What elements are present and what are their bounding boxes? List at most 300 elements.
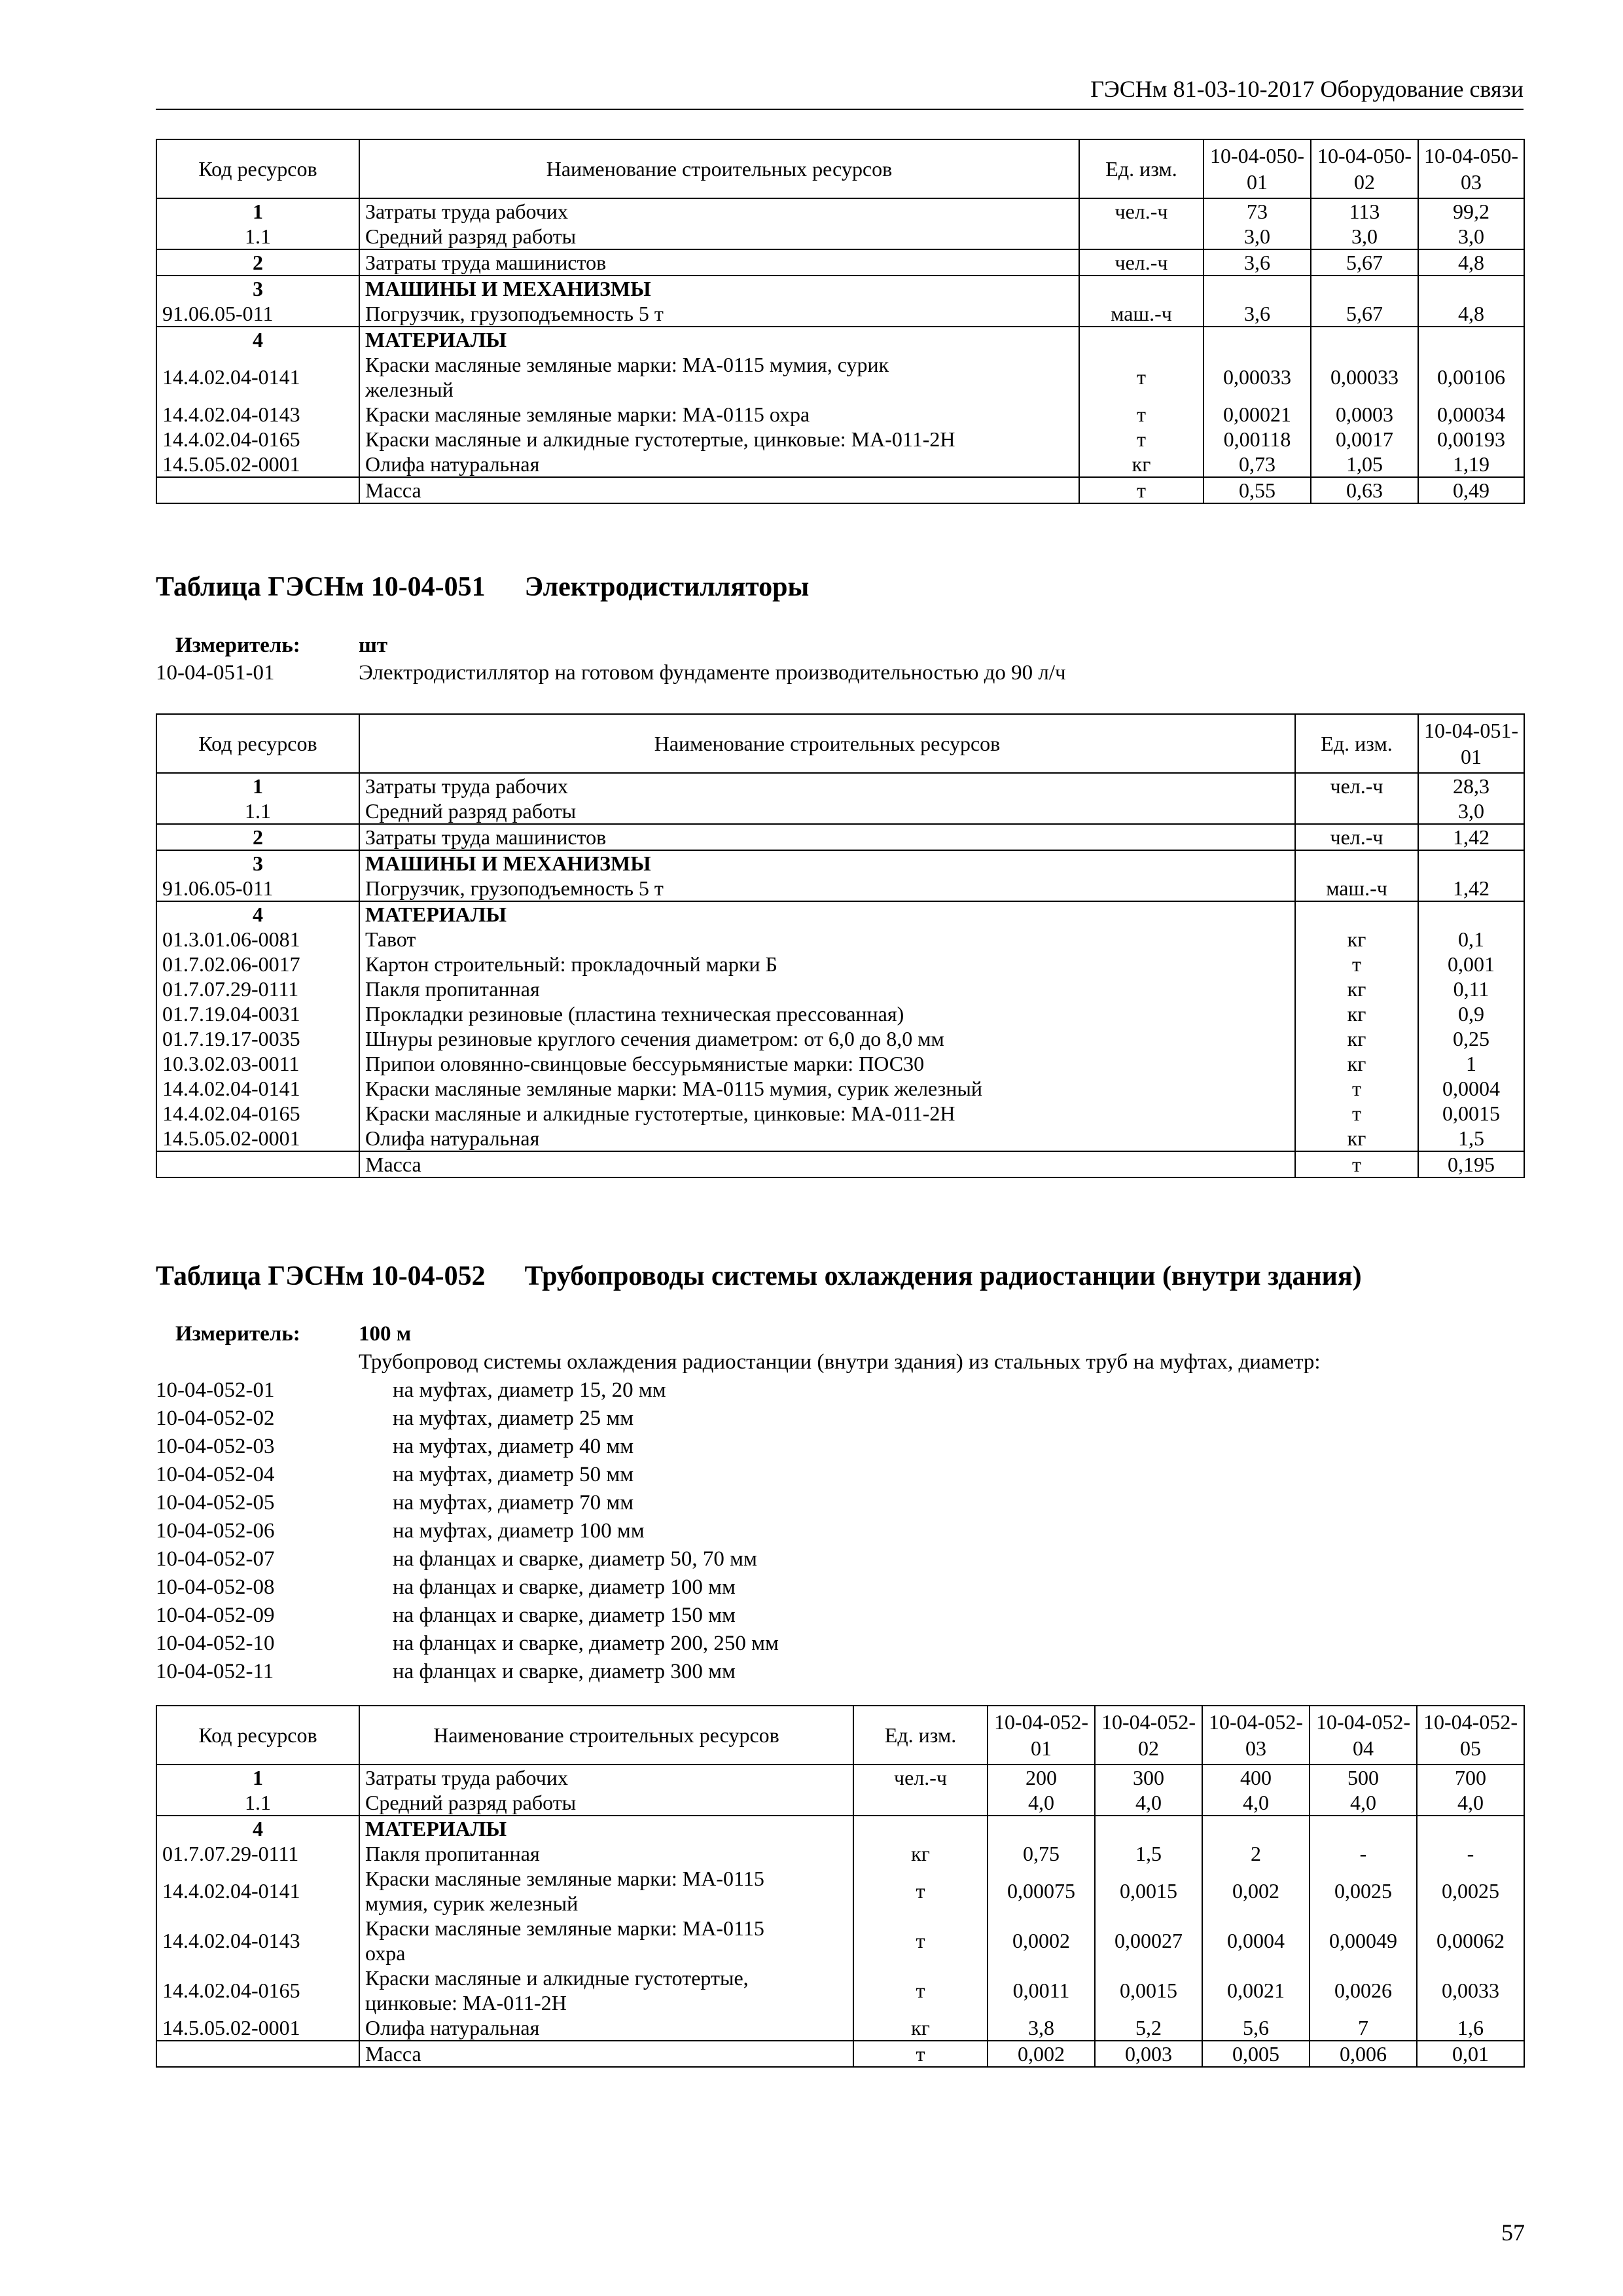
table-label: Таблица ГЭСНм 10-04-051 <box>156 572 486 602</box>
resource-name <box>359 1026 1295 1051</box>
table-row <box>156 224 1524 249</box>
resource-name-continued: мумия, сурик железный <box>365 1892 579 1915</box>
norm-value: 0,002 <box>1202 1866 1310 1916</box>
resource-name-text: Краски масляные земляные марки: МА-0115 <box>365 1916 764 1940</box>
resource-code: 14.5.05.02-0001 <box>156 2015 359 2041</box>
table-row <box>156 301 1524 327</box>
norm-value <box>1418 327 1524 352</box>
resource-name-text: Затраты труда машинистов <box>365 825 607 849</box>
resource-code: 4 <box>156 327 359 352</box>
col-header-unit: Ед. изм. <box>1295 714 1418 773</box>
table-row <box>156 1866 1524 1916</box>
resource-name <box>359 1101 1295 1126</box>
norm-value: 3,0 <box>1311 224 1418 249</box>
resource-code: 91.06.05-011 <box>156 876 359 901</box>
norm-value: 0,00033 <box>1204 352 1311 402</box>
norm-value: 0,0015 <box>1095 1965 1202 2015</box>
norm-value: 99,2 <box>1418 198 1524 224</box>
norm-value: 0,00118 <box>1204 427 1311 452</box>
unit-of-measure: кг <box>853 2015 988 2041</box>
norm-value: 73 <box>1204 198 1311 224</box>
unit-of-measure: кг <box>1079 452 1204 477</box>
unit-of-measure <box>1079 224 1204 249</box>
norm-value <box>988 1816 1095 1841</box>
resource-name-text: Пакля пропитанная <box>365 1842 540 1865</box>
norm-value: 0,0004 <box>1418 1076 1524 1101</box>
measure-label: Измеритель: <box>175 634 300 657</box>
unit-of-measure: т <box>1295 1151 1418 1177</box>
norm-code: 10-04-052-06 <box>156 1519 275 1543</box>
col-header-code: Код ресурсов <box>156 714 359 773</box>
norm-value: 200 <box>988 1765 1095 1790</box>
resource-name-continued: охра <box>365 1941 406 1965</box>
resource-code: 14.4.02.04-0141 <box>156 1866 359 1916</box>
table-row <box>156 977 1524 1001</box>
resource-code: 4 <box>156 1816 359 1841</box>
resource-code: 1 <box>156 198 359 224</box>
norm-value <box>1311 327 1418 352</box>
norm-value: 300 <box>1095 1765 1202 1790</box>
norm-value: 0,73 <box>1204 452 1311 477</box>
resource-code: 14.5.05.02-0001 <box>156 1126 359 1151</box>
resource-code <box>156 2041 359 2067</box>
resource-name-text: Олифа натуральная <box>365 1126 540 1150</box>
norm-value: 4,0 <box>1095 1790 1202 1816</box>
norm-description: на муфтах, диаметр 70 мм <box>393 1491 634 1515</box>
norm-value: 0,001 <box>1418 952 1524 977</box>
resource-code: 14.4.02.04-0141 <box>156 352 359 402</box>
unit-of-measure: чел.-ч <box>1295 824 1418 850</box>
norm-value: 0,0003 <box>1311 402 1418 427</box>
unit-of-measure: кг <box>1295 977 1418 1001</box>
resource-code: 14.4.02.04-0165 <box>156 1965 359 2015</box>
col-header-unit: Ед. изм. <box>1079 139 1204 198</box>
table-row <box>156 773 1524 798</box>
resource-name <box>359 1765 853 1790</box>
norm-code: 10-04-052-10 <box>156 1632 275 1655</box>
unit-of-measure: т <box>1295 1076 1418 1101</box>
unit-of-measure: т <box>1079 352 1204 402</box>
resource-name-text: Средний разряд работы <box>365 1791 577 1814</box>
norm-value: 0,25 <box>1418 1026 1524 1051</box>
norm-value: 0,55 <box>1204 477 1311 503</box>
page-number: 57 <box>1501 2219 1525 2246</box>
table-row <box>156 1126 1524 1151</box>
norm-value: 0,00193 <box>1418 427 1524 452</box>
measure-value: 100 м <box>359 1322 412 1346</box>
norm-value: 0,00033 <box>1311 352 1418 402</box>
table-row <box>156 850 1524 876</box>
norm-value <box>1311 276 1418 301</box>
norm-value <box>1095 1816 1202 1841</box>
resource-name-text: МАТЕРИАЛЫ <box>365 1817 507 1840</box>
table-row <box>156 1916 1524 1965</box>
norm-value: 3,6 <box>1204 249 1311 276</box>
resource-name-text: МАТЕРИАЛЫ <box>365 903 507 926</box>
norm-value: 0,0004 <box>1202 1916 1310 1965</box>
norm-value: 0,0021 <box>1202 1965 1310 2015</box>
unit-of-measure: маш.-ч <box>1295 876 1418 901</box>
resource-name-text: Средний разряд работы <box>365 799 577 823</box>
unit-of-measure <box>1295 798 1418 824</box>
table-row <box>156 901 1524 927</box>
resource-name <box>359 301 1079 327</box>
unit-of-measure: т <box>1079 427 1204 452</box>
norm-value: 3,0 <box>1418 798 1524 824</box>
table-title-10-04-052 <box>156 1260 1362 1293</box>
norm-value <box>1202 1816 1310 1841</box>
norm-value: 3,0 <box>1418 224 1524 249</box>
resources-table-10-04-050 <box>156 139 1525 504</box>
unit-of-measure: чел.-ч <box>853 1765 988 1790</box>
table-row <box>156 276 1524 301</box>
unit-of-measure: т <box>853 1916 988 1965</box>
norm-intro: Трубопровод системы охлаждения радиостанции (внутри здания) из стальных труб на муфтах, диаметр: <box>359 1350 1321 1374</box>
col-header-norm: 10-04-052-05 <box>1417 1706 1524 1765</box>
resource-name <box>359 352 1079 402</box>
resource-name-text: Краски масляные земляные марки: МА-0115 <box>365 1867 764 1890</box>
norm-value <box>1310 1816 1417 1841</box>
col-header-code: Код ресурсов <box>156 139 359 198</box>
norm-value: 0,75 <box>988 1841 1095 1866</box>
measure-label: Измеритель: <box>175 1322 300 1346</box>
col-header-norm: 10-04-052-03 <box>1202 1706 1310 1765</box>
unit-of-measure <box>1295 901 1418 927</box>
resource-code: 3 <box>156 276 359 301</box>
norm-code: 10-04-051-01 <box>156 661 275 685</box>
resource-name <box>359 1151 1295 1177</box>
unit-of-measure: т <box>1295 952 1418 977</box>
resource-code: 1 <box>156 1765 359 1790</box>
norm-value: 0,00049 <box>1310 1916 1417 1965</box>
norm-value: - <box>1310 1841 1417 1866</box>
resource-code: 14.4.02.04-0141 <box>156 1076 359 1101</box>
norm-value: 0,0025 <box>1310 1866 1417 1916</box>
col-header-norm: 10-04-052-04 <box>1310 1706 1417 1765</box>
unit-of-measure <box>853 1816 988 1841</box>
resource-name <box>359 1916 853 1965</box>
unit-of-measure <box>1079 327 1204 352</box>
unit-of-measure: т <box>1295 1101 1418 1126</box>
norm-description: на муфтах, диаметр 15, 20 мм <box>393 1378 666 1402</box>
resource-name <box>359 901 1295 927</box>
resource-name <box>359 850 1295 876</box>
resource-name-text: Пакля пропитанная <box>365 977 540 1001</box>
resource-name <box>359 1001 1295 1026</box>
page-header <box>156 72 1524 110</box>
norm-value: 1,5 <box>1095 1841 1202 1866</box>
resource-name <box>359 1841 853 1866</box>
resource-name-continued: цинковые: МА-011-2Н <box>365 1991 567 2015</box>
resource-name <box>359 2015 853 2041</box>
norm-value: 0,11 <box>1418 977 1524 1001</box>
resource-name-text: Затраты труда машинистов <box>365 251 607 274</box>
norm-value: 500 <box>1310 1765 1417 1790</box>
resource-name <box>359 198 1079 224</box>
table-row <box>156 1790 1524 1816</box>
norm-value: 0,0033 <box>1417 1965 1524 2015</box>
norm-value: 3,0 <box>1204 224 1311 249</box>
resource-name-text: Масса <box>365 2042 421 2066</box>
norm-value <box>1418 850 1524 876</box>
norm-code: 10-04-052-04 <box>156 1463 275 1486</box>
resource-name-text: МАШИНЫ И МЕХАНИЗМЫ <box>365 277 651 300</box>
resource-code: 01.7.07.29-0111 <box>156 1841 359 1866</box>
norm-value: 0,9 <box>1418 1001 1524 1026</box>
col-header-norm: 10-04-051-01 <box>1418 714 1524 773</box>
norm-description: на муфтах, диаметр 25 мм <box>393 1407 634 1430</box>
norm-value <box>1417 1816 1524 1841</box>
norm-value: 0,00021 <box>1204 402 1311 427</box>
norm-value: 1,42 <box>1418 876 1524 901</box>
resource-name-text: Краски масляные земляные марки: МА-0115 мумия, сурик железный <box>365 1077 983 1100</box>
table-row <box>156 1026 1524 1051</box>
table-name: Электродистилляторы <box>524 572 810 602</box>
resource-name <box>359 1866 853 1916</box>
norm-code: 10-04-052-09 <box>156 1604 275 1627</box>
norm-value: 1,5 <box>1418 1126 1524 1151</box>
table-row <box>156 427 1524 452</box>
table-row <box>156 927 1524 952</box>
unit-of-measure: чел.-ч <box>1079 198 1204 224</box>
resources-table-10-04-052 <box>156 1705 1525 2068</box>
resource-code: 01.7.02.06-0017 <box>156 952 359 977</box>
norm-value: 5,67 <box>1311 301 1418 327</box>
norm-value: 113 <box>1311 198 1418 224</box>
table-row <box>156 352 1524 402</box>
resource-name-text: Масса <box>365 1153 421 1176</box>
col-header-name: Наименование строительных ресурсов <box>359 139 1079 198</box>
resource-code: 91.06.05-011 <box>156 301 359 327</box>
norm-value <box>1418 276 1524 301</box>
unit-of-measure: чел.-ч <box>1295 773 1418 798</box>
resource-code: 1.1 <box>156 224 359 249</box>
norm-code: 10-04-052-08 <box>156 1575 275 1599</box>
norm-description: Электродистиллятор на готовом фундаменте производительностью до 90 л/ч <box>359 661 1066 685</box>
table-row <box>156 1151 1524 1177</box>
resource-code: 14.5.05.02-0001 <box>156 452 359 477</box>
table-row <box>156 798 1524 824</box>
resource-code: 01.3.01.06-0081 <box>156 927 359 952</box>
unit-of-measure <box>1295 850 1418 876</box>
norm-description: на фланцах и сварке, диаметр 200, 250 мм <box>393 1632 779 1655</box>
unit-of-measure: кг <box>1295 1051 1418 1076</box>
norm-value: 0,0026 <box>1310 1965 1417 2015</box>
col-header-unit: Ед. изм. <box>853 1706 988 1765</box>
resource-name <box>359 927 1295 952</box>
norm-value: 0,002 <box>988 2041 1095 2067</box>
resource-name-text: Краски масляные земляные марки: МА-0115 охра <box>365 403 810 426</box>
norm-description: на муфтах, диаметр 100 мм <box>393 1519 645 1543</box>
col-header-name: Наименование строительных ресурсов <box>359 714 1295 773</box>
norm-value: 0,49 <box>1418 477 1524 503</box>
header-title: ГЭСНм 81-03-10-2017 Оборудование связи <box>1090 76 1524 102</box>
norm-value: 0,63 <box>1311 477 1418 503</box>
unit-of-measure: т <box>1079 402 1204 427</box>
resource-name <box>359 276 1079 301</box>
table-label: Таблица ГЭСНм 10-04-052 <box>156 1261 486 1291</box>
norm-description: на муфтах, диаметр 40 мм <box>393 1435 634 1458</box>
resource-name-text: Прокладки резиновые (пластина техническая прессованная) <box>365 1002 904 1026</box>
norm-description: на фланцах и сварке, диаметр 150 мм <box>393 1604 736 1627</box>
norm-value: 1 <box>1418 1051 1524 1076</box>
norm-value <box>1204 327 1311 352</box>
norm-value: 4,0 <box>1202 1790 1310 1816</box>
norm-code: 10-04-052-02 <box>156 1407 275 1430</box>
unit-of-measure: кг <box>1295 1001 1418 1026</box>
resource-name <box>359 1126 1295 1151</box>
norm-code: 10-04-052-03 <box>156 1435 275 1458</box>
norm-value: 0,0015 <box>1095 1866 1202 1916</box>
resource-name-text: Погрузчик, грузоподъемность 5 т <box>365 302 664 325</box>
table-row <box>156 1076 1524 1101</box>
norm-value: 0,003 <box>1095 2041 1202 2067</box>
norm-description: на муфтах, диаметр 50 мм <box>393 1463 634 1486</box>
col-header-name: Наименование строительных ресурсов <box>359 1706 853 1765</box>
norm-value: 0,00027 <box>1095 1916 1202 1965</box>
norm-value: 5,6 <box>1202 2015 1310 2041</box>
norm-value: 0,005 <box>1202 2041 1310 2067</box>
col-header-norm: 10-04-052-02 <box>1095 1706 1202 1765</box>
norm-description: на фланцах и сварке, диаметр 50, 70 мм <box>393 1547 757 1571</box>
resource-name <box>359 1965 853 2015</box>
resource-name <box>359 1076 1295 1101</box>
unit-of-measure: кг <box>1295 1026 1418 1051</box>
resource-code: 01.7.19.17-0035 <box>156 1026 359 1051</box>
resource-code: 2 <box>156 824 359 850</box>
norm-value: 0,00062 <box>1417 1916 1524 1965</box>
resource-name-text: Тавот <box>365 927 416 951</box>
table-row <box>156 1765 1524 1790</box>
resource-code: 1 <box>156 773 359 798</box>
norm-value: 1,6 <box>1417 2015 1524 2041</box>
unit-of-measure: кг <box>853 1841 988 1866</box>
resource-name <box>359 224 1079 249</box>
norm-value: 1,19 <box>1418 452 1524 477</box>
resource-code: 2 <box>156 249 359 276</box>
table-name: Трубопроводы системы охлаждения радиостанции (внутри здания) <box>524 1261 1362 1291</box>
resource-name-text: Краски масляные земляные марки: МА-0115 мумия, сурик <box>365 353 889 376</box>
norm-value: 0,00034 <box>1418 402 1524 427</box>
resource-name-text: Затраты труда рабочих <box>365 200 568 223</box>
table-row <box>156 824 1524 850</box>
resource-name <box>359 1051 1295 1076</box>
unit-of-measure: кг <box>1295 1126 1418 1151</box>
table-row <box>156 1816 1524 1841</box>
resource-name <box>359 327 1079 352</box>
resource-name <box>359 1816 853 1841</box>
norm-description: на фланцах и сварке, диаметр 300 мм <box>393 1660 736 1683</box>
norm-description: на фланцах и сварке, диаметр 100 мм <box>393 1575 736 1599</box>
norm-value: 1,42 <box>1418 824 1524 850</box>
norm-value: 28,3 <box>1418 773 1524 798</box>
resource-code: 14.4.02.04-0143 <box>156 402 359 427</box>
resource-name-text: Олифа натуральная <box>365 452 540 476</box>
resource-name-text: Масса <box>365 478 421 502</box>
resource-name-continued: железный <box>365 378 454 401</box>
norm-value: 3,6 <box>1204 301 1311 327</box>
table-row <box>156 952 1524 977</box>
resource-name <box>359 402 1079 427</box>
resource-code: 14.4.02.04-0165 <box>156 427 359 452</box>
table-row <box>156 2041 1524 2067</box>
unit-of-measure <box>1079 276 1204 301</box>
unit-of-measure: т <box>1079 477 1204 503</box>
resource-name-text: Олифа натуральная <box>365 2016 540 2039</box>
table-row <box>156 876 1524 901</box>
measure-value: шт <box>359 634 388 657</box>
measure-block-10-04-052 <box>156 1321 1524 1687</box>
resource-name <box>359 977 1295 1001</box>
resource-name-text: Затраты труда рабочих <box>365 1766 568 1789</box>
norm-value: 0,00075 <box>988 1866 1095 1916</box>
norm-value: 3,8 <box>988 2015 1095 2041</box>
norm-value <box>1204 276 1311 301</box>
resource-name-text: МАТЕРИАЛЫ <box>365 328 507 351</box>
table-title-10-04-051 <box>156 571 809 603</box>
norm-value: 7 <box>1310 2015 1417 2041</box>
unit-of-measure <box>853 1790 988 1816</box>
resource-code: 3 <box>156 850 359 876</box>
norm-value: - <box>1417 1841 1524 1866</box>
resource-name-text: Погрузчик, грузоподъемность 5 т <box>365 876 664 900</box>
norm-value: 5,67 <box>1311 249 1418 276</box>
resource-name <box>359 1790 853 1816</box>
norm-code: 10-04-052-01 <box>156 1378 275 1402</box>
norm-value: 0,0017 <box>1311 427 1418 452</box>
table-row <box>156 249 1524 276</box>
table-row <box>156 1001 1524 1026</box>
norm-value: 0,195 <box>1418 1151 1524 1177</box>
table-row <box>156 327 1524 352</box>
unit-of-measure: т <box>853 1866 988 1916</box>
norm-code: 10-04-052-07 <box>156 1547 275 1571</box>
resource-name-text: Шнуры резиновые круглого сечения диаметром: от 6,0 до 8,0 мм <box>365 1027 944 1050</box>
table-row <box>156 452 1524 477</box>
resource-name-text: Краски масляные и алкидные густотертые, <box>365 1966 749 1990</box>
table-row <box>156 1101 1524 1126</box>
resource-name-text: Краски масляные и алкидные густотертые, цинковые: МА-011-2Н <box>365 427 955 451</box>
norm-value: 2 <box>1202 1841 1310 1866</box>
col-header-norm: 10-04-050-03 <box>1418 139 1524 198</box>
resource-name <box>359 773 1295 798</box>
measure-block-10-04-051 <box>156 632 1524 691</box>
table-row <box>156 402 1524 427</box>
col-header-norm: 10-04-050-01 <box>1204 139 1311 198</box>
norm-value: 4,8 <box>1418 249 1524 276</box>
resource-name-text: Краски масляные и алкидные густотертые, цинковые: МА-011-2Н <box>365 1102 955 1125</box>
norm-value: 0,0025 <box>1417 1866 1524 1916</box>
resource-code: 1.1 <box>156 798 359 824</box>
resource-name <box>359 876 1295 901</box>
table-row <box>156 2015 1524 2041</box>
norm-value: 700 <box>1417 1765 1524 1790</box>
resource-name-text: Картон строительный: прокладочный марки Б <box>365 952 777 976</box>
resource-code <box>156 1151 359 1177</box>
norm-value: 4,0 <box>1417 1790 1524 1816</box>
resource-code: 14.4.02.04-0165 <box>156 1101 359 1126</box>
unit-of-measure: маш.-ч <box>1079 301 1204 327</box>
resource-name <box>359 798 1295 824</box>
norm-value: 5,2 <box>1095 2015 1202 2041</box>
resource-code: 01.7.19.04-0031 <box>156 1001 359 1026</box>
unit-of-measure: чел.-ч <box>1079 249 1204 276</box>
norm-value <box>1418 901 1524 927</box>
unit-of-measure: кг <box>1295 927 1418 952</box>
norm-value: 0,01 <box>1417 2041 1524 2067</box>
col-header-norm: 10-04-052-01 <box>988 1706 1095 1765</box>
norm-value: 4,0 <box>988 1790 1095 1816</box>
